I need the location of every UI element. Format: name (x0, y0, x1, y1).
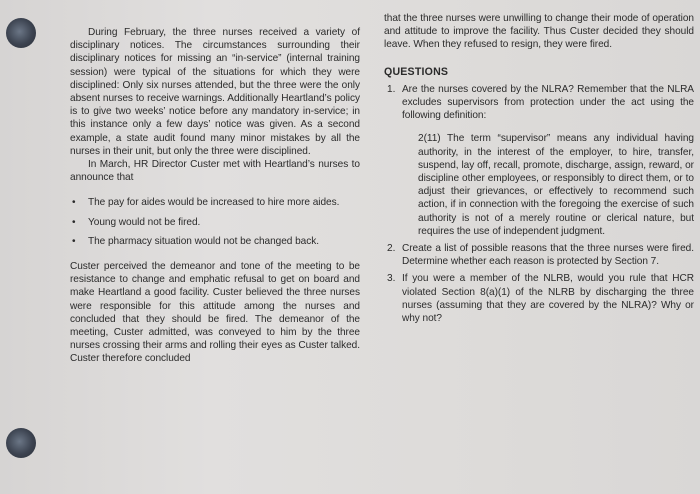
left-column (70, 26, 360, 366)
question-item: 1. Are the nurses covered by the NLRA? Remember that the NLRA excludes supervisors from protection under the act using the following definition: 2(11) The term “supervisor” means any individual having authority, in the interest of the employer, to hire, transfer, suspend, lay off, recall, promote, discharge, assign, reward, or discipline other employees, or responsibly to direct them, or to adjust their grievances, or effectively to recommend such action, if in connection with the foregoing the exercise of such authority is not of a merely routine or clerical nature, but requires the use of independent judgment. (387, 83, 694, 237)
camera-hole-icon (6, 18, 36, 48)
list-item: • The pharmacy situation would not be changed back. (72, 235, 319, 247)
binder-hole-icon (6, 428, 36, 458)
paragraph-custer: Custer perceived the demeanor and tone of the meeting to be resistance to change and emphatic refusal to get on board and make Heartland a good facility. Custer believed the three nurses were responsible for this attitude among the nurses and concluded that they should be fired. The demeanor of the meeting, Custer admitted, was conveyed to him by the three nurses crossing their arms and rolling their eyes as Custer talked. Custer therefore concluded (70, 261, 360, 365)
paragraph-continuation: that the three nurses were unwilling to change their mode of operation and attitude to improve the facility. Thus Custer decided they should leave. When they refused to resign, they were fired. (384, 13, 694, 51)
questions-list (384, 83, 694, 325)
bullet-icon: • (72, 235, 76, 247)
paragraph-february: During February, the three nurses received a variety of disciplinary notices. The circumstances surrounding their disciplinary notices for missing an “in-service” (internal training session) were typical of the situations for which they were disciplined: Only six nurses attended, but the three were the only absent nurses to receive warnings. Additionally Heartland’s policy is to give two weeks’ notice before any mandatory in-service; in this instance only a few days’ notice was given. As a second example, a state audit found many minor mistakes by all the nurses in their unit, but only the three were disciplined. (70, 27, 360, 157)
paragraph-march: In March, HR Director Custer met with Heartland’s nurses to announce that (70, 159, 360, 184)
question-item: 2. Create a list of possible reasons that the three nurses were fired. Determine whether each reason is protected by Section 7. (387, 243, 694, 268)
questions-heading: QUESTIONS (384, 65, 449, 78)
bullet-icon: • (72, 197, 76, 209)
list-item: • Young would not be fired. (72, 216, 201, 228)
question-item: 3. If you were a member of the NLRB, would you rule that HCR violated Section 8(a)(1) of the NLRB by discharging the three nurses (assuming that they are covered by the NLRA)? Why or why not? (387, 273, 694, 325)
question-text: If you were a member of the NLRB, would you rule that HCR violated Section 8(a)(1) of the NLRB by discharging the three nurses (assuming that they are covered by the NLRA)? Why or why not? (402, 273, 694, 325)
right-column (384, 12, 694, 329)
question-text: Are the nurses covered by the NLRA? Remember that the NLRA excludes supervisors from protection under the act using the following definition: (402, 83, 694, 122)
announcement-list (70, 196, 360, 248)
question-text: Create a list of possible reasons that the three nurses were fired. Determine whether each reason is protected by Section 7. (402, 243, 694, 268)
bullet-icon: • (72, 216, 76, 228)
list-item: • The pay for aides would be increased to hire more aides. (72, 197, 340, 209)
supervisor-definition-quote: 2(11) The term “supervisor” means any individual having authority, in the interest of the employer, to hire, transfer, suspend, lay off, recall, promote, discharge, assign, reward, or discipline other employees, or responsibly to direct them, or to adjust their grievances, or effectively to recommend such action, if in connection with the foregoing the exercise of such authority is not of a merely routine or clerical nature, but requires the use of independent judgment. (418, 133, 694, 237)
